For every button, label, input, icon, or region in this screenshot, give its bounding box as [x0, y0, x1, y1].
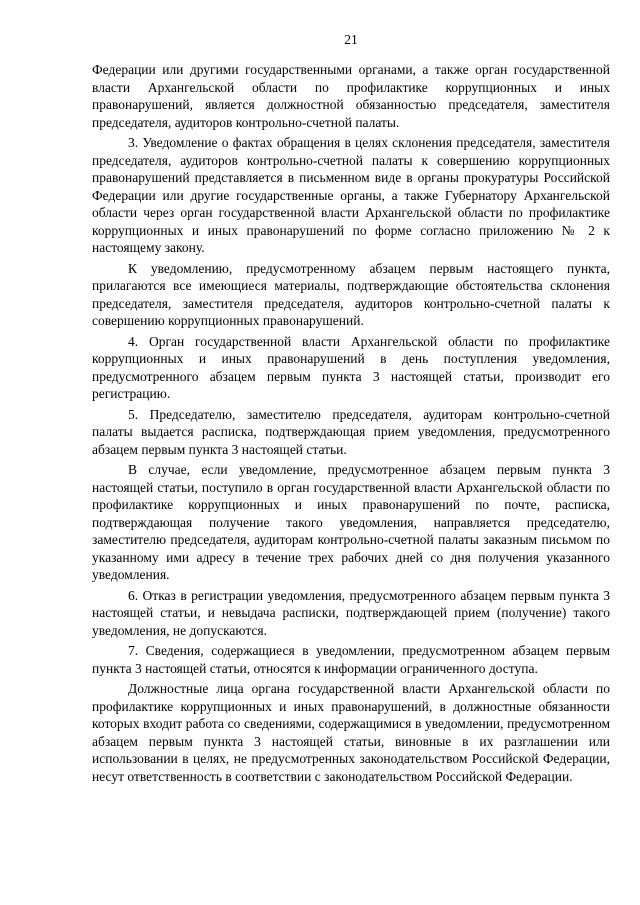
paragraph-continuation: Федерации или другими государственными органами, а также орган государственной власти Архангельской области по профилактике коррупционных и иных правонарушений, является должностной обязанностью председателя, заместителя председателя, аудиторов контрольно-счетной палаты. [92, 62, 610, 130]
paragraph: В случае, если уведомление, предусмотренное абзацем первым пункта 3 настоящей статьи, поступило в орган государственной власти Архангельской области по профилактике коррупционных и иных правонарушений по почте, расписка, подтверждающая получение такого уведомления, направляется председателю, заместителю председателя, аудиторам контрольно-счетной палаты заказным письмом по указанному ими адресу в течение трех рабочих дней со дня получения указанного уведомления. [92, 462, 610, 582]
paragraph: К уведомлению, предусмотренному абзацем первым настоящего пункта, прилагаются все имеющиеся материалы, подтверждающие обстоятельства склонения председателя, заместителя председателя, аудиторов контрольно-счетной палаты к совершению коррупционных правонарушений. [92, 260, 610, 328]
paragraph: 5. Председателю, заместителю председателя, аудиторам контрольно-счетной палаты выдается расписка, подтверждающая прием уведомления, предусмотренного абзацем первым пункта 3 настоящей статьи. [92, 406, 610, 457]
document-body [92, 61, 610, 785]
paragraph: 4. Орган государственной власти Архангельской области по профилактике коррупционных и иных правонарушений в день поступления уведомления, предусмотренного абзацем первым пункта 3 настоящей статьи, производит его регистрацию. [92, 333, 610, 401]
paragraph: Должностные лица органа государственной власти Архангельской области по профилактике коррупционных и иных правонарушений, в должностные обязанности которых входит работа со сведениями, содержащимися в уведомлении, предусмотренном абзацем первым пункта 3 настоящей статьи, виновные в их разглашении или использовании в целях, не предусмотренных законодательством Российской Федерации, несут ответственность в соответствии с законодательством Российской Федерации. [92, 681, 610, 784]
paragraph: 7. Сведения, содержащиеся в уведомлении, предусмотренном абзацем первым пункта 3 настоящей статьи, относятся к информации ограниченного доступа. [92, 643, 610, 676]
paragraph: 6. Отказ в регистрации уведомления, предусмотренного абзацем первым пункта 3 настоящей статьи, и невыдача расписки, подтверждающей прием (получение) такого уведомления, не допускаются. [92, 587, 610, 638]
paragraph: 3. Уведомление о фактах обращения в целях склонения председателя, заместителя председателя, аудиторов контрольно-счетной палаты к совершению коррупционных правонарушений представляется в письменном виде в органы прокуратуры Российской Федерации или другие государственные органы, а также Губернатору Архангельской области через орган государственной власти Архангельской области по профилактике коррупционных и иных правонарушений по форме согласно приложению № 2 к настоящему закону. [92, 135, 610, 255]
page-number: 21 [344, 32, 358, 47]
